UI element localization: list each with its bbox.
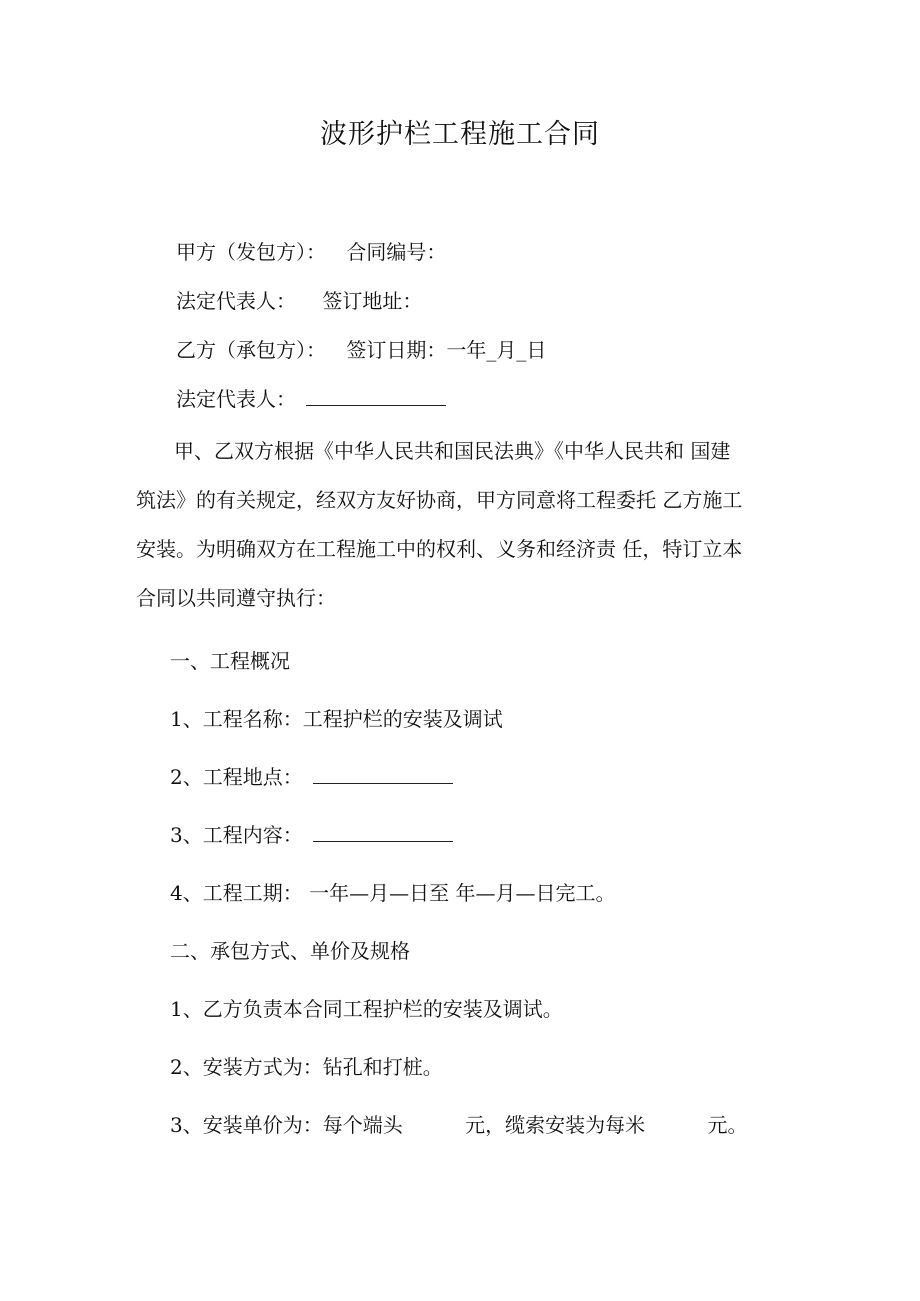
header-field-legal-rep-b <box>176 383 446 412</box>
content-blank <box>313 823 453 842</box>
legal-rep-b-blank <box>306 387 446 406</box>
intro-paragraph <box>136 427 796 623</box>
signing-address-label: 签订地址： <box>322 289 423 313</box>
price-part-3: 元。 <box>707 1113 748 1137</box>
party-a-label: 甲方（发包方）： <box>176 240 326 264</box>
section-1-heading: 一、工程概况 <box>170 649 290 673</box>
price-part-2: 元，缆索安装为每米 <box>465 1113 646 1137</box>
intro-line: 合同以共同遵守执行： <box>136 586 336 610</box>
section-2-item-scope: 1、乙方负责本合同工程护栏的安装及调试。 <box>170 997 563 1021</box>
legal-rep-b-label: 法定代表人： <box>176 387 296 411</box>
location-blank <box>313 765 453 784</box>
section-1-item-location <box>170 761 453 790</box>
contract-number-label: 合同编号： <box>346 240 447 264</box>
section-2-item-method: 2、安装方式为：钻孔和打桩。 <box>170 1055 443 1079</box>
location-label: 2、工程地点： <box>170 765 303 789</box>
signing-date-label: 签订日期：一年_月_日 <box>346 338 547 362</box>
header-field-legal-rep-a <box>176 285 422 314</box>
section-2-item-price <box>170 1109 747 1138</box>
content-label: 3、工程内容： <box>170 823 303 847</box>
section-1-item-schedule: 4、工程工期： 一年—月—日至 年—月—日完工。 <box>170 881 616 905</box>
header-field-party-b <box>176 334 546 363</box>
party-b-label: 乙方（承包方）： <box>176 338 326 362</box>
intro-line: 安装。为明确双方在工程施工中的权利、义务和经济责 任，特订立本 <box>136 537 743 561</box>
section-1-item-content <box>170 819 453 848</box>
section-1-item-name: 1、工程名称：工程护栏的安装及调试 <box>170 707 503 731</box>
section-2-heading: 二、承包方式、单价及规格 <box>170 939 410 963</box>
legal-rep-a-label: 法定代表人： <box>176 289 296 313</box>
header-field-party-a <box>176 236 446 265</box>
document-title: 波形护栏工程施工合同 <box>320 119 600 150</box>
intro-line: 甲、乙双方根据《中华人民共和国民法典》《中华人民共和 国建 <box>174 439 731 463</box>
price-part-1: 3、安装单价为：每个端头 <box>170 1113 403 1137</box>
intro-line: 筑法》的有关规定，经双方友好协商，甲方同意将工程委托 乙方施工 <box>136 488 743 512</box>
